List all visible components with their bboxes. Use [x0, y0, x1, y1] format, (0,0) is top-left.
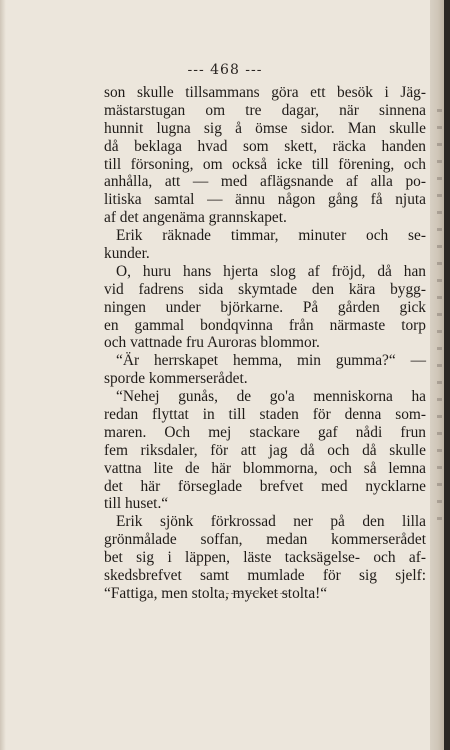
- text-line: redan flyttat in till staden för denna som-: [104, 406, 426, 424]
- text-line: vid fadrens sida skymtade den kära bygg-: [104, 280, 426, 298]
- text-line: grönmålade soffan, medan kommerserådet: [104, 531, 426, 549]
- text-line: och vattnade fru Auroras blommor.: [104, 334, 320, 352]
- text-line: litiska samtal — ännu någon gång få njuta: [104, 191, 426, 209]
- text-line: vattna lite de här blommorna, och så lemna: [104, 459, 426, 477]
- text-line: “Är herrskapet hemma, min gumma?“ —: [116, 352, 426, 370]
- text-line: O, huru hans hjerta slog af fröjd, då han: [116, 262, 426, 280]
- text-line: Erik räknade timmar, minuter och se-: [116, 227, 426, 245]
- text-line: Erik sjönk förkrossad ner på den lilla: [116, 513, 426, 531]
- body-text: [104, 84, 426, 603]
- text-line: bet sig i läppen, läste tacksägelse- och af-: [104, 549, 426, 567]
- edge-marks: [437, 95, 442, 525]
- page-shadow: [0, 0, 6, 750]
- text-line: mästarstugan om tre dagar, när sinnena: [104, 101, 426, 119]
- text-line: sporde kommerserådet.: [104, 370, 248, 388]
- text-line: till försoning, om också icke till förening, och: [104, 155, 426, 173]
- text-line: anhålla, att — med aflägsnande af alla po-: [104, 173, 426, 191]
- page-edges: [430, 0, 450, 750]
- end-ornament: [226, 593, 288, 596]
- text-line: ningen under björkarne. På gården gick: [104, 298, 426, 316]
- text-line: af det angenäma grannskapet.: [104, 209, 287, 227]
- text-line: son skulle tillsammans göra ett besök i Jäg-: [104, 84, 426, 101]
- text-line: hunnit lugna sig å ömse sidor. Man skulle: [104, 119, 426, 137]
- text-line: skedsbrefvet samt mumlade för sig sjelf:: [104, 567, 426, 585]
- text-line: det här förseglade brefvet med nycklarne: [104, 477, 426, 495]
- page-number: --- 468 ---: [187, 62, 263, 78]
- text-line: till huset.“: [104, 495, 169, 513]
- text-line: då beklaga hvad som skett, räcka handen: [104, 137, 426, 155]
- text-line: maren. Och mej stackare gaf nådi frun: [104, 423, 426, 441]
- text-line: en gammal bondqvinna från närmaste torp: [104, 316, 426, 334]
- text-line: kunder.: [104, 245, 150, 263]
- text-line: “Fattiga, men stolta, mycket stolta!“: [104, 584, 328, 602]
- text-line: fem riksdaler, för att jag då och då skulle: [104, 441, 426, 459]
- text-line: “Nehej gunås, de go'a menniskorna ha: [116, 388, 426, 406]
